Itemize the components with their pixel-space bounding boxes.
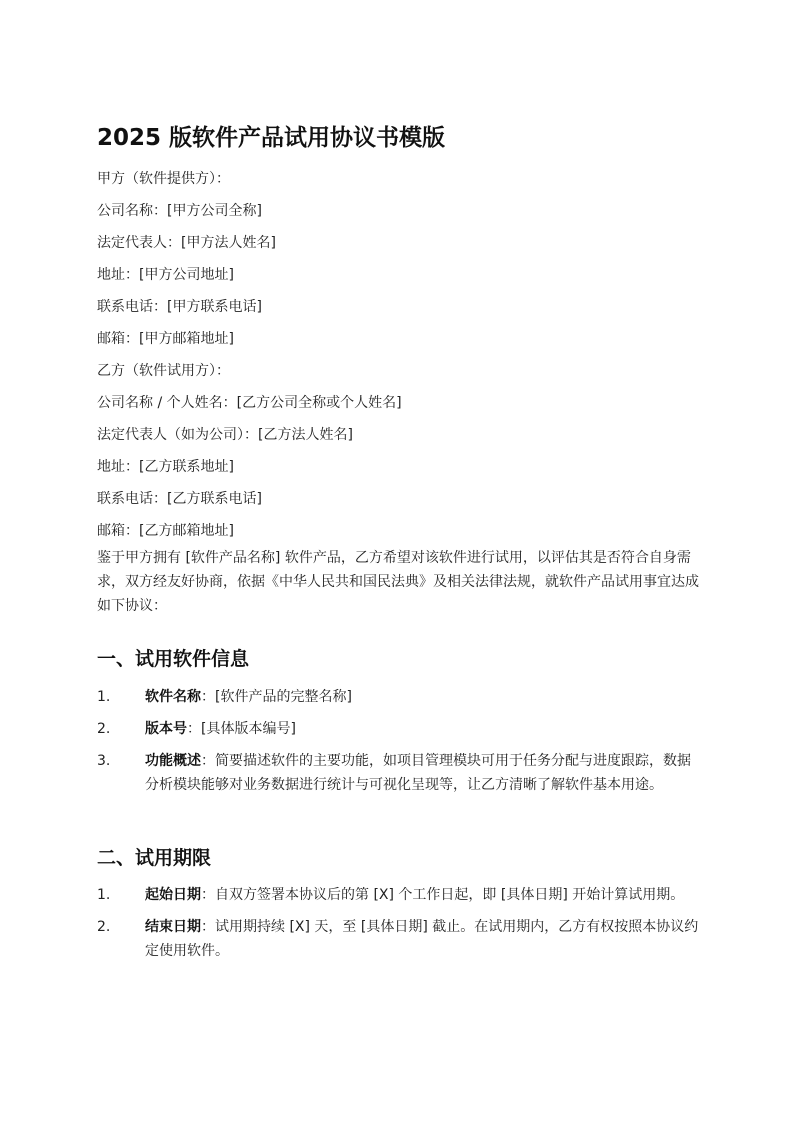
list-item: [97, 883, 703, 907]
document-title: 2025 版软件产品试用协议书模版: [97, 125, 446, 151]
list-item-term: 结束日期: [145, 919, 201, 935]
party-a-phone: 联系电话：[甲方联系电话]: [97, 299, 262, 315]
list-item-term: 软件名称: [145, 689, 201, 705]
party-b-heading: 乙方（软件试用方）：: [97, 363, 230, 379]
list-item-term: 起始日期: [145, 887, 201, 903]
preamble-paragraph: 鉴于甲方拥有 [软件产品名称] 软件产品，乙方希望对该软件进行试用，以评估其是否符合自身需求，双方经友好协商，依据《中华人民共和国民法典》及相关法律法规，就软件产品试用事宜达成如下协议：: [97, 550, 699, 614]
party-a-email: 邮箱：[甲方邮箱地址]: [97, 331, 234, 347]
trial-period-list: [97, 883, 703, 971]
list-item-number: 1.: [97, 887, 111, 903]
list-item-number: 2.: [97, 721, 111, 737]
section-heading-trial-period: 二、试用期限: [97, 847, 212, 869]
list-item: [97, 749, 703, 797]
party-a-representative: 法定代表人：[甲方法人姓名]: [97, 235, 276, 251]
list-item-text: ：自双方签署本协议后的第 [X] 个工作日起，即 [具体日期] 开始计算试用期。: [201, 887, 685, 903]
party-info-block: [97, 168, 703, 552]
list-item-text: ：[具体版本编号]: [187, 721, 296, 737]
list-item-number: 1.: [97, 689, 111, 705]
list-item-text: ：[软件产品的完整名称]: [201, 689, 352, 705]
party-a-company: 公司名称：[甲方公司全称]: [97, 203, 262, 219]
list-item-text: ：试用期持续 [X] 天，至 [具体日期] 截止。在试用期内，乙方有权按照本协议约定使用软件。: [145, 919, 699, 959]
party-a-heading: 甲方（软件提供方）：: [97, 171, 230, 187]
party-b-email: 邮箱：[乙方邮箱地址]: [97, 523, 234, 539]
party-b-phone: 联系电话：[乙方联系电话]: [97, 491, 262, 507]
section-heading-software-info: 一、试用软件信息: [97, 648, 250, 670]
software-info-list: [97, 685, 703, 805]
list-item-number: 3.: [97, 753, 111, 769]
list-item: [97, 717, 703, 741]
list-item-term: 功能概述: [145, 753, 201, 769]
party-b-company: 公司名称 / 个人姓名：[乙方公司全称或个人姓名]: [97, 395, 402, 411]
party-b-representative: 法定代表人（如为公司）：[乙方法人姓名]: [97, 427, 353, 443]
list-item-term: 版本号: [145, 721, 187, 737]
list-item-text: ：简要描述软件的主要功能，如项目管理模块可用于任务分配与进度跟踪，数据分析模块能够对业务数据进行统计与可视化呈现等，让乙方清晰了解软件基本用途。: [145, 753, 691, 793]
party-a-address: 地址：[甲方公司地址]: [97, 267, 234, 283]
list-item: [97, 915, 703, 963]
list-item: [97, 685, 703, 709]
list-item-number: 2.: [97, 919, 111, 935]
party-b-address: 地址：[乙方联系地址]: [97, 459, 234, 475]
